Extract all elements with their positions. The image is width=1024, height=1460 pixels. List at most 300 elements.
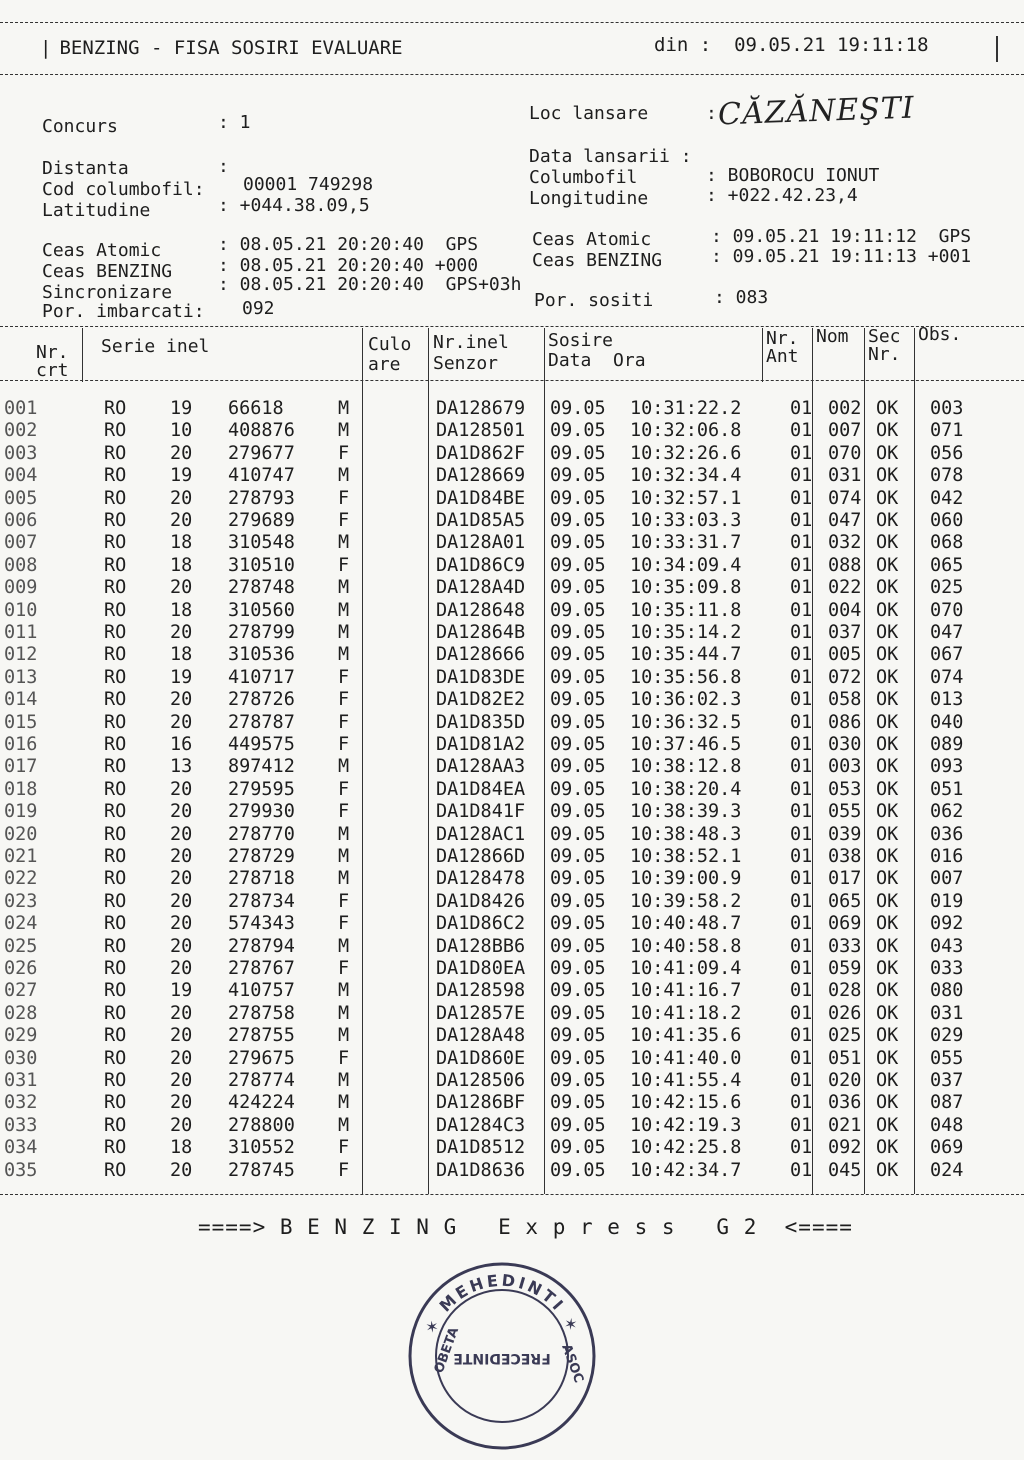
ring-number: 410747 <box>228 465 295 487</box>
ring-number: 310548 <box>228 532 295 554</box>
ring-number: 278787 <box>228 711 295 733</box>
ring-year: 20 <box>170 1025 193 1047</box>
sheet-date: din : 09.05.21 19:11:18 <box>654 34 929 56</box>
sec-status: OK <box>876 711 899 733</box>
sheet-title: | BENZING - FISA SOSIRI EVALUARE <box>40 37 403 59</box>
row-number: 026 <box>4 958 38 979</box>
table-row <box>0 1160 1024 1182</box>
data-lansarii-label: Data lansarii : <box>529 146 692 167</box>
sensor-id: DA128666 <box>436 644 526 666</box>
header-right-edge <box>996 36 998 62</box>
right-ceas-benzing-label: Ceas BENZING <box>532 250 663 271</box>
arrival-date: 09.05 <box>550 1114 606 1136</box>
arrival-time: 10:38:20.4 <box>630 778 742 800</box>
row-number: 017 <box>4 756 38 778</box>
sex: F <box>338 913 350 935</box>
obs-number: 048 <box>930 1114 964 1136</box>
table-row <box>0 734 1024 756</box>
arrival-date: 09.05 <box>550 532 606 554</box>
sec-status: OK <box>876 420 899 442</box>
ring-number: 278734 <box>228 890 295 912</box>
arrival-time: 10:39:58.2 <box>630 890 742 912</box>
ring-year: 18 <box>170 554 193 576</box>
ring-year: 20 <box>170 1114 193 1136</box>
ring-number: 897412 <box>228 756 295 778</box>
nom-number: 036 <box>828 1092 862 1114</box>
nom-number: 004 <box>828 599 862 621</box>
ring-country: RO <box>104 689 127 711</box>
sec-status: OK <box>876 1070 899 1091</box>
ant-number: 01 <box>790 420 813 442</box>
ant-number: 01 <box>790 734 813 755</box>
row-number: 035 <box>4 1159 38 1181</box>
sex: M <box>338 756 350 778</box>
arrival-time: 10:42:34.7 <box>630 1159 742 1181</box>
obs-number: 043 <box>930 935 964 957</box>
arrival-time: 10:32:57.1 <box>630 487 742 509</box>
footer-banner: ====> B E N Z I N G E x p r e s s G 2 <==== <box>198 1215 853 1239</box>
arrival-date: 09.05 <box>550 958 606 979</box>
sex: M <box>338 599 350 621</box>
ring-country: RO <box>104 1002 127 1024</box>
ring-country: RO <box>104 420 127 442</box>
table-header-rule <box>0 380 1024 381</box>
obs-number: 031 <box>930 1002 964 1024</box>
obs-number: 074 <box>930 666 964 688</box>
ring-country: RO <box>104 868 127 890</box>
ring-country: RO <box>104 1070 127 1091</box>
col-divider <box>762 328 763 382</box>
ring-country: RO <box>104 980 127 1002</box>
ring-country: RO <box>104 935 127 957</box>
arrival-time: 10:35:56.8 <box>630 666 742 688</box>
svg-text:✶ MEHEDINTI ✶: ✶ MEHEDINTI ✶ <box>420 1270 584 1337</box>
table-row <box>0 600 1024 622</box>
row-number: 034 <box>4 1137 38 1159</box>
nom-number: 058 <box>828 689 862 711</box>
row-number: 025 <box>4 935 38 957</box>
nom-number: 070 <box>828 442 862 464</box>
ring-number: 310536 <box>228 644 295 666</box>
table-row <box>0 398 1024 420</box>
sec-status: OK <box>876 532 899 554</box>
ring-number: 278800 <box>228 1114 295 1136</box>
row-number: 024 <box>4 913 38 935</box>
col-header-serie: Serie inel <box>101 336 210 357</box>
ring-number: 279677 <box>228 442 295 464</box>
arrival-time: 10:36:32.5 <box>630 711 742 733</box>
table-row <box>0 712 1024 734</box>
ring-number: 279689 <box>228 510 295 531</box>
row-number: 001 <box>4 398 38 419</box>
arrival-time: 10:38:39.3 <box>630 801 742 823</box>
sex: M <box>338 398 350 419</box>
arrival-time: 10:41:09.4 <box>630 958 742 979</box>
sec-status: OK <box>876 1025 899 1047</box>
obs-number: 003 <box>930 398 964 419</box>
obs-number: 087 <box>930 1092 964 1114</box>
ring-country: RO <box>104 644 127 666</box>
row-number: 015 <box>4 711 38 733</box>
latitude-label: Latitudine <box>42 200 151 221</box>
ring-number: 278793 <box>228 487 295 509</box>
nom-number: 025 <box>828 1025 862 1047</box>
arrival-time: 10:34:09.4 <box>630 554 742 576</box>
ant-number: 01 <box>790 689 813 711</box>
col-header-nrinel-1: Nr.inel <box>433 332 509 353</box>
sec-status: OK <box>876 935 899 957</box>
ring-number: 279595 <box>228 778 295 800</box>
ant-number: 01 <box>790 846 813 867</box>
obs-number: 016 <box>930 846 964 867</box>
col-header-sec-2: Nr. <box>868 344 901 365</box>
row-number: 009 <box>4 577 38 599</box>
ant-number: 01 <box>790 622 813 643</box>
table-row <box>0 824 1024 846</box>
right-ceas-atomic-label: Ceas Atomic <box>532 229 652 250</box>
nom-number: 005 <box>828 644 862 666</box>
obs-number: 024 <box>930 1159 964 1181</box>
sensor-id: DA128AA3 <box>436 756 526 778</box>
arrival-date: 09.05 <box>550 1159 606 1181</box>
ring-year: 20 <box>170 1002 193 1024</box>
ring-country: RO <box>104 734 127 755</box>
table-row <box>0 532 1024 554</box>
ring-year: 20 <box>170 935 193 957</box>
latitude-value: : +044.38.09,5 <box>218 195 370 216</box>
ring-number: 66618 <box>228 398 284 419</box>
obs-number: 047 <box>930 622 964 643</box>
ring-year: 20 <box>170 913 193 935</box>
ring-number: 278726 <box>228 689 295 711</box>
ant-number: 01 <box>790 1159 813 1181</box>
obs-number: 019 <box>930 890 964 912</box>
arrival-date: 09.05 <box>550 554 606 576</box>
table-row <box>0 1048 1024 1070</box>
arrival-time: 10:38:48.3 <box>630 823 742 845</box>
ring-year: 20 <box>170 958 193 979</box>
sensor-id: DA12857E <box>436 1002 526 1024</box>
ring-country: RO <box>104 823 127 845</box>
ring-year: 19 <box>170 398 193 419</box>
sensor-id: DA128A4D <box>436 577 526 599</box>
table-row <box>0 488 1024 510</box>
sec-status: OK <box>876 599 899 621</box>
arrival-date: 09.05 <box>550 622 606 643</box>
arrival-time: 10:35:44.7 <box>630 644 742 666</box>
sex: F <box>338 510 350 531</box>
arrival-date: 09.05 <box>550 801 606 823</box>
sec-status: OK <box>876 756 899 778</box>
nom-number: 051 <box>828 1047 862 1069</box>
table-row <box>0 689 1024 711</box>
nom-number: 026 <box>828 1002 862 1024</box>
row-number: 018 <box>4 778 38 800</box>
arrival-date: 09.05 <box>550 1025 606 1047</box>
ant-number: 01 <box>790 958 813 979</box>
arrival-date: 09.05 <box>550 868 606 890</box>
ant-number: 01 <box>790 599 813 621</box>
ring-year: 20 <box>170 1159 193 1181</box>
col-header-sosire-1: Sosire <box>548 330 614 351</box>
row-number: 005 <box>4 487 38 509</box>
sensor-id: DA1D835D <box>436 711 526 733</box>
association-stamp <box>402 1256 602 1456</box>
table-row <box>0 1025 1024 1047</box>
nom-number: 032 <box>828 532 862 554</box>
distanta-value: : <box>218 156 229 177</box>
sensor-id: DA128669 <box>436 465 526 487</box>
ring-country: RO <box>104 778 127 800</box>
sositi-value: : 083 <box>714 287 769 308</box>
sec-status: OK <box>876 622 899 643</box>
table-row <box>0 622 1024 644</box>
sensor-id: DA128501 <box>436 420 526 442</box>
nom-number: 003 <box>828 756 862 778</box>
row-number: 028 <box>4 1002 38 1024</box>
nom-number: 037 <box>828 622 862 643</box>
ring-year: 20 <box>170 1047 193 1069</box>
ant-number: 01 <box>790 644 813 666</box>
concurs-value: : 1 <box>218 112 251 133</box>
ring-number: 278799 <box>228 622 295 643</box>
table-row <box>0 420 1024 442</box>
sex: M <box>338 980 350 1002</box>
ring-country: RO <box>104 1114 127 1136</box>
table-row <box>0 577 1024 599</box>
arrival-time: 10:35:14.2 <box>630 622 742 643</box>
row-number: 020 <box>4 823 38 845</box>
sex: F <box>338 711 350 733</box>
table-row <box>0 443 1024 465</box>
obs-number: 013 <box>930 689 964 711</box>
arrival-date: 09.05 <box>550 644 606 666</box>
sex: F <box>338 958 350 979</box>
obs-number: 089 <box>930 734 964 755</box>
ring-country: RO <box>104 1137 127 1159</box>
sex: F <box>338 442 350 464</box>
sex: M <box>338 1025 350 1047</box>
ring-year: 20 <box>170 577 193 599</box>
ring-year: 16 <box>170 734 193 755</box>
sec-status: OK <box>876 1092 899 1114</box>
ring-country: RO <box>104 1047 127 1069</box>
ring-year: 13 <box>170 756 193 778</box>
sensor-id: DA128BB6 <box>436 935 526 957</box>
arrival-time: 10:36:02.3 <box>630 689 742 711</box>
arrival-date: 09.05 <box>550 577 606 599</box>
sensor-id: DA1D82E2 <box>436 689 526 711</box>
obs-number: 040 <box>930 711 964 733</box>
ring-country: RO <box>104 487 127 509</box>
sec-status: OK <box>876 846 899 867</box>
ring-number: 278729 <box>228 846 295 867</box>
sex: F <box>338 801 350 823</box>
ant-number: 01 <box>790 510 813 531</box>
nom-number: 021 <box>828 1114 862 1136</box>
sensor-id: DA1D8426 <box>436 890 526 912</box>
col-header-ant-2: Ant <box>766 346 799 367</box>
ant-number: 01 <box>790 1025 813 1047</box>
sex: M <box>338 644 350 666</box>
longitude-label: Longitudine <box>529 188 649 209</box>
ring-number: 278794 <box>228 935 295 957</box>
row-number: 004 <box>4 465 38 487</box>
sensor-id: DA128506 <box>436 1070 526 1091</box>
sec-status: OK <box>876 689 899 711</box>
arrival-date: 09.05 <box>550 846 606 867</box>
header-top-rule <box>0 22 1024 23</box>
row-number: 032 <box>4 1092 38 1114</box>
sec-status: OK <box>876 510 899 531</box>
table-row <box>0 1092 1024 1114</box>
header-bottom-rule <box>0 74 1024 75</box>
arrival-time: 10:41:18.2 <box>630 1002 742 1024</box>
table-row <box>0 868 1024 890</box>
row-number: 010 <box>4 599 38 621</box>
obs-number: 069 <box>930 1137 964 1159</box>
row-number: 023 <box>4 890 38 912</box>
ring-country: RO <box>104 577 127 599</box>
sec-status: OK <box>876 577 899 599</box>
row-number: 014 <box>4 689 38 711</box>
sensor-id: DA1D84EA <box>436 778 526 800</box>
ant-number: 01 <box>790 711 813 733</box>
col-header-nrinel-2: Senzor <box>433 353 499 374</box>
ring-number: 278745 <box>228 1159 295 1181</box>
sensor-id: DA1D86C9 <box>436 554 526 576</box>
sec-status: OK <box>876 1159 899 1181</box>
sex: F <box>338 778 350 800</box>
ant-number: 01 <box>790 890 813 912</box>
ring-country: RO <box>104 666 127 688</box>
nom-number: 072 <box>828 666 862 688</box>
nom-number: 020 <box>828 1070 862 1091</box>
sex: F <box>338 487 350 509</box>
row-number: 013 <box>4 666 38 688</box>
ring-year: 20 <box>170 1070 193 1091</box>
ring-number: 279930 <box>228 801 295 823</box>
sec-status: OK <box>876 554 899 576</box>
arrival-date: 09.05 <box>550 913 606 935</box>
ant-number: 01 <box>790 1092 813 1114</box>
nom-number: 074 <box>828 487 862 509</box>
ring-country: RO <box>104 1025 127 1047</box>
ring-year: 20 <box>170 778 193 800</box>
sensor-id: DA1D8512 <box>436 1137 526 1159</box>
sec-status: OK <box>876 398 899 419</box>
row-number: 012 <box>4 644 38 666</box>
table-row <box>0 1137 1024 1159</box>
arrival-date: 09.05 <box>550 599 606 621</box>
sensor-id: DA1D85A5 <box>436 510 526 531</box>
ring-year: 19 <box>170 666 193 688</box>
obs-number: 056 <box>930 442 964 464</box>
table-row <box>0 891 1024 913</box>
row-number: 033 <box>4 1114 38 1136</box>
sec-status: OK <box>876 1137 899 1159</box>
columbofil-value: : BOBOROCU IONUT <box>706 165 880 186</box>
stamp-seal-icon <box>402 1256 602 1456</box>
arrival-time: 10:40:48.7 <box>630 913 742 935</box>
sex: M <box>338 465 350 487</box>
obs-number: 037 <box>930 1070 964 1091</box>
sensor-id: DA1D8636 <box>436 1159 526 1181</box>
table-row <box>0 667 1024 689</box>
sensor-id: DA1D84BE <box>436 487 526 509</box>
ant-number: 01 <box>790 554 813 576</box>
ring-country: RO <box>104 890 127 912</box>
sex: M <box>338 823 350 845</box>
ring-country: RO <box>104 398 127 419</box>
arrival-time: 10:37:46.5 <box>630 734 742 755</box>
ring-country: RO <box>104 622 127 643</box>
arrival-time: 10:32:26.6 <box>630 442 742 464</box>
ring-country: RO <box>104 465 127 487</box>
ring-country: RO <box>104 1092 127 1114</box>
table-row <box>0 980 1024 1002</box>
arrival-date: 09.05 <box>550 756 606 778</box>
ant-number: 01 <box>790 823 813 845</box>
ring-number: 410757 <box>228 980 295 1002</box>
sex: M <box>338 622 350 643</box>
sec-status: OK <box>876 666 899 688</box>
sec-status: OK <box>876 913 899 935</box>
ant-number: 01 <box>790 868 813 890</box>
sex: F <box>338 890 350 912</box>
ant-number: 01 <box>790 1114 813 1136</box>
row-number: 029 <box>4 1025 38 1047</box>
ant-number: 01 <box>790 1070 813 1091</box>
sensor-id: DA128598 <box>436 980 526 1002</box>
longitude-value: : +022.42.23,4 <box>706 185 858 206</box>
table-row <box>0 1003 1024 1025</box>
ant-number: 01 <box>790 532 813 554</box>
obs-number: 078 <box>930 465 964 487</box>
obs-number: 067 <box>930 644 964 666</box>
svg-text:FRECEDINTE: FRECEDINTE <box>453 1350 551 1366</box>
nom-number: 033 <box>828 935 862 957</box>
sensor-id: DA1D80EA <box>436 958 526 979</box>
nom-number: 053 <box>828 778 862 800</box>
ring-year: 20 <box>170 711 193 733</box>
ring-year: 20 <box>170 868 193 890</box>
nom-number: 038 <box>828 846 862 867</box>
ring-country: RO <box>104 532 127 554</box>
ring-number: 310552 <box>228 1137 295 1159</box>
sex: F <box>338 1047 350 1069</box>
row-number: 030 <box>4 1047 38 1069</box>
col-header-obs: Obs. <box>918 324 962 345</box>
col-header-sec-1: Sec <box>868 326 901 347</box>
sex: F <box>338 734 350 755</box>
ring-number: 278770 <box>228 823 295 845</box>
ring-country: RO <box>104 442 127 464</box>
ring-number: 424224 <box>228 1092 295 1114</box>
ant-number: 01 <box>790 980 813 1002</box>
arrival-date: 09.05 <box>550 1002 606 1024</box>
svg-text:OBETA: OBETA <box>431 1325 463 1376</box>
sensor-id: DA1284C3 <box>436 1114 526 1136</box>
sex: F <box>338 1137 350 1159</box>
row-number: 008 <box>4 554 38 576</box>
ant-number: 01 <box>790 1047 813 1069</box>
ring-year: 20 <box>170 510 193 531</box>
sex: M <box>338 532 350 554</box>
arrival-time: 10:39:00.9 <box>630 868 742 890</box>
sensor-id: DA12866D <box>436 846 526 867</box>
ring-country: RO <box>104 554 127 576</box>
